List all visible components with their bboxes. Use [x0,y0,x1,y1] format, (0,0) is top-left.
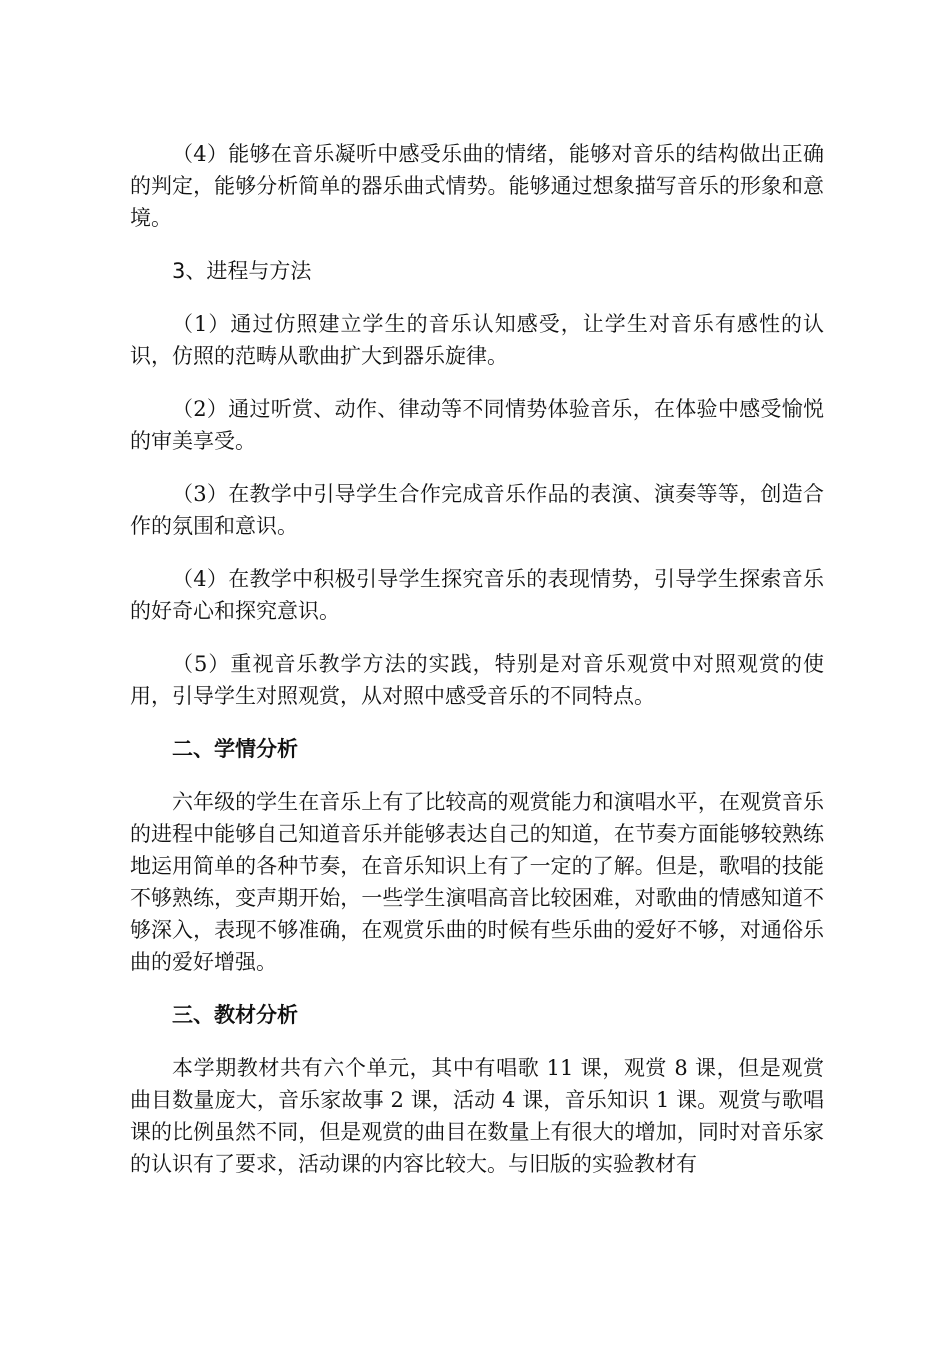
paragraph-cooperation: （3）在教学中引导学生合作完成音乐作品的表演、演奏等等，创造合作的氛围和意识。 [130,482,824,538]
paragraph-listening-ability: （4）能够在音乐凝听中感受乐曲的情绪，能够对音乐的结构做出正确的判定，能够分析简单的器乐曲式情势。能够通过想象描写音乐的形象和意境。 [130,142,824,230]
section-heading-textbook-analysis: 三、教材分析 [172,1003,298,1027]
paragraph-experience: （2）通过听赏、动作、律动等不同情势体验音乐，在体验中感受愉悦的审美享受。 [130,397,824,453]
paragraph-textbook-analysis: 本学期教材共有六个单元，其中有唱歌 11 课，观赏 8 课，但是观赏曲目数量庞大，音乐家故事 2 课，活动 4 课，音乐知识 1 课。观赏与歌唱课的比例虽然不同，但是观赏的曲目在数量上有很大的增加，同时对音乐家的认识有了要求，活动课的内容比较大。与旧版的实验教材有 [130,1056,824,1176]
document-body [130,138,824,1201]
paragraph-exploration: （4）在教学中积极引导学生探究音乐的表现情势，引导学生探索音乐的好奇心和探究意识。 [130,567,824,623]
paragraph-student-analysis: 六年级的学生在音乐上有了比较高的观赏能力和演唱水平，在观赏音乐的进程中能够自己知道音乐并能够表达自己的知道，在节奏方面能够较熟练地运用简单的各种节奏，在音乐知识上有了一定的了解。但是，歌唱的技能不够熟练，变声期开始，一些学生演唱高音比较困难，对歌曲的情感知道不够深入，表现不够准确，在观赏乐曲的时候有些乐曲的爱好不够，对通俗乐曲的爱好增强。 [130,790,824,974]
section-heading-process-method: 3、进程与方法 [172,259,312,283]
section-heading-student-analysis: 二、学情分析 [172,737,298,761]
paragraph-imitation: （1）通过仿照建立学生的音乐认知感受，让学生对音乐有感性的认识，仿照的范畴从歌曲扩大到器乐旋律。 [130,312,824,368]
paragraph-comparison: （5）重视音乐教学方法的实践，特别是对音乐观赏中对照观赏的使用，引导学生对照观赏，从对照中感受音乐的不同特点。 [130,652,824,708]
